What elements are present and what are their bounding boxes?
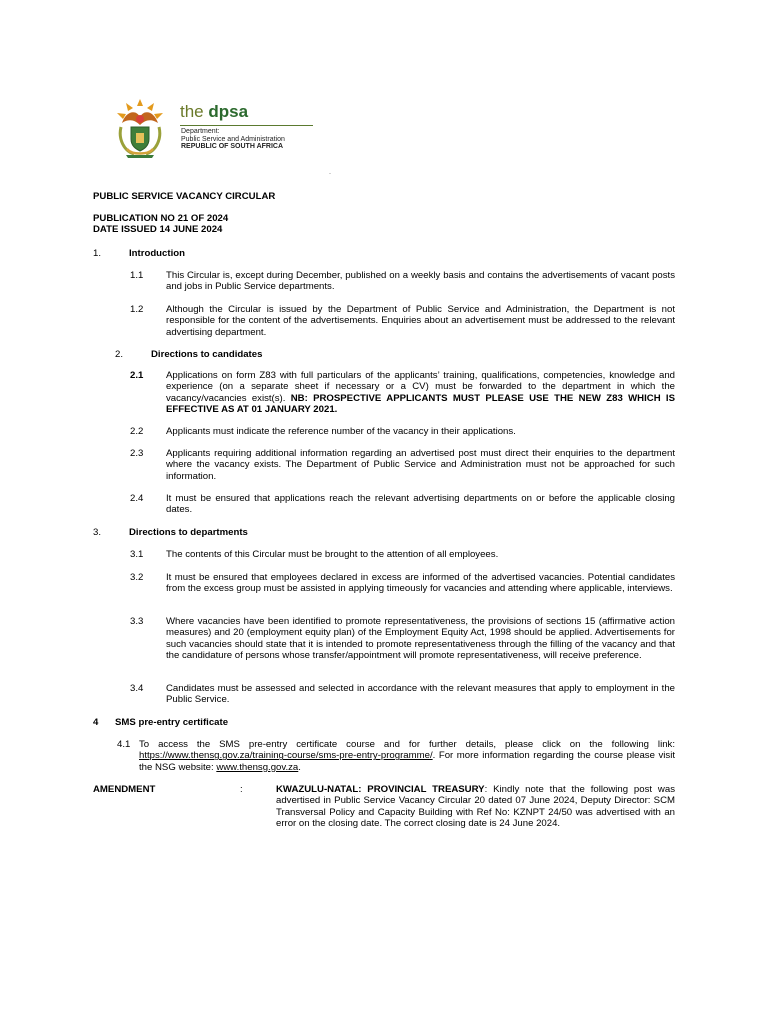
item-text: The contents of this Circular must be brought to the attention of all employees. [166,549,499,560]
item-number: 2.1 [130,370,144,381]
section-title: Directions to departments [129,527,248,538]
sms-text-c: . [298,761,301,773]
section-title: Introduction [129,248,185,259]
item-text: Applicants must indicate the reference number of the vacancy in their applications. [166,426,516,437]
item-number: 1.1 [130,270,144,281]
item-text [166,370,675,415]
section-number: 2. [115,349,124,360]
item-number: 3.2 [130,572,144,583]
publication-number: PUBLICATION NO 21 OF 2024 [93,213,229,224]
item-number: 4.1 [117,739,131,750]
nsg-website-link[interactable]: www.thensg.gov.za [216,761,299,773]
item-text: Applicants requiring additional information regarding an advertised post must direct their enquiries to the department where the vacancy exists. The Department of Public Service and Administration must not be approached for such information. [166,448,675,482]
item-number: 1.2 [130,304,144,315]
circular-title: PUBLIC SERVICE VACANCY CIRCULAR [93,191,276,202]
item-number: 2.4 [130,493,144,504]
logo-department-text [181,128,285,151]
item-text: Although the Circular is issued by the Department of Public Service and Administration, the Department is not responsible for the content of the advertisements. Enquiries about an advertisement must be addressed to the relevant advertising department. [166,304,675,338]
item-number: 2.3 [130,448,144,459]
item-text: It must be ensured that applications reach the relevant advertising departments on or before the applicable closing dates. [166,493,675,516]
section-number: 1. [93,248,102,259]
dpsa-wordmark [180,103,248,121]
logo-divider [180,125,313,126]
item-text-plain: Applications on form Z83 with full particulars of the applicants’ training, qualifications, competencies, knowledge and experience (on a separate sheet if necessary or a CV) must be forwarded to the department in which the vacancy/vacancies exist(s). [166,370,675,404]
item-text: This Circular is, except during December, published on a weekly basis and contains the advertisements of vacant posts and jobs in Public Service departments. [166,270,675,293]
item-text [139,739,675,773]
section-number: 4 [93,717,99,728]
item-text: It must be ensured that employees declared in excess are informed of the advertised vacancies. Potential candidates from the excess group must be assisted in applying timeously for vacancies and attending where applicable, interviews. [166,572,675,595]
stray-dot: · [329,171,331,177]
logo-dept-line1: Department: [181,128,220,135]
section-title: SMS pre-entry certificate [115,717,229,728]
sms-course-link[interactable]: https://www.thensg.gov.za/training-course/sms-pre-entry-programme/ [139,750,433,762]
section-title: Directions to candidates [151,349,263,360]
logo-dept-line2: Public Service and Administration [181,135,285,143]
item-text: Where vacancies have been identified to promote representativeness, the provisions of sections 15 (affirmative action measures) and 20 (employment equity plan) of the Employment Equity Act, 1998 should be applied. Advertisements for such vacancies should state that it is intended to promote representativeness through the filling of the vacancy and that the candidature of persons whose transfer/appointment will promote representativeness, will receive preference. [166,616,675,661]
amendment-department: KWAZULU-NATAL: PROVINCIAL TREASURY [276,784,485,795]
amendment-colon: : [240,784,243,795]
section-number: 3. [93,527,102,538]
item-number: 3.1 [130,549,144,560]
logo-the-text: the [180,102,204,121]
sms-text-a: To access the SMS pre-entry certificate course and for further details, please click on the following link: [139,739,675,750]
item-number: 3.3 [130,616,144,627]
item-text: Candidates must be assessed and selected in accordance with the relevant measures that apply to employment in the Public Service. [166,683,675,706]
item-number: 3.4 [130,683,144,694]
amendment-label: AMENDMENT [93,784,156,795]
z83-notice: NB: PROSPECTIVE APPLICANTS MUST PLEASE USE THE NEW Z83 WHICH IS EFFECTIVE AS AT 01 JANUARY 2021. [166,392,675,415]
coat-of-arms-logo [112,97,168,159]
logo-dpsa-text: dpsa [208,102,249,121]
amendment-body: : Kindly note that the following post was advertised in Public Service Vacancy Circular 20 dated 07 June 2024, Deputy Director: SCM Transversal Policy and Capacity Building with Ref No: KZNPT 24/50 was advertised with an error on the closing date. The correct closing date is 24 June 2024. [276,784,675,829]
date-issued: DATE ISSUED 14 JUNE 2024 [93,224,223,235]
logo-dept-line3: REPUBLIC OF SOUTH AFRICA [181,143,284,151]
sms-text-b: . For more information regarding the course please visit the NSG website: [139,750,675,773]
amendment-text [276,784,675,829]
item-number: 2.2 [130,426,144,437]
